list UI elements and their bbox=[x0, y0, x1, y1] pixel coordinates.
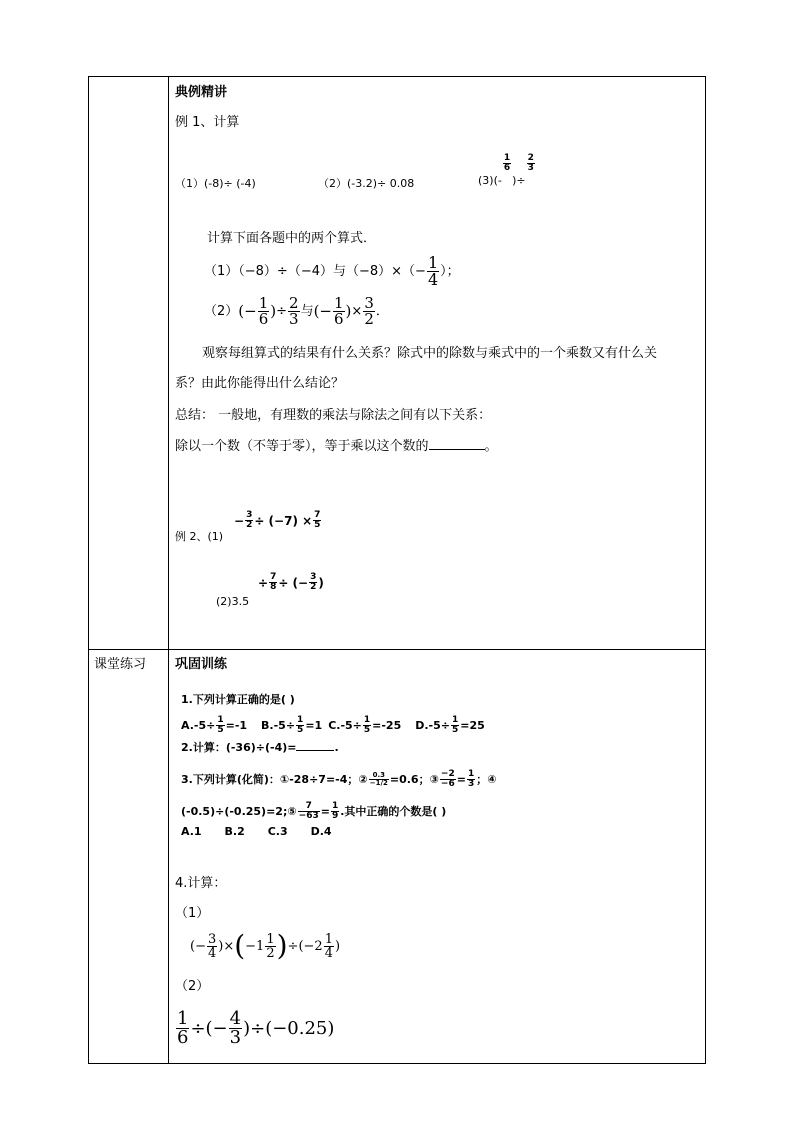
denominator: 4 bbox=[427, 270, 439, 289]
fraction-1-5 bbox=[451, 716, 459, 735]
fraction-1-2 bbox=[265, 933, 275, 960]
numerator: 1 bbox=[258, 294, 269, 312]
fraction-2-3 bbox=[527, 154, 535, 173]
numerator: 1 bbox=[331, 801, 339, 811]
numerator: 3 bbox=[207, 931, 217, 947]
fraction-3-2 bbox=[363, 296, 375, 327]
fraction-1-4 bbox=[427, 255, 439, 288]
observe-text-1: 观察每组算式的结果有什么关系？除式中的除数与乘式中的一个乘数又有什么关 bbox=[202, 346, 658, 361]
denominator: 3 bbox=[527, 163, 534, 173]
fraction-neg2-neg6 bbox=[440, 770, 456, 789]
numerator: 1 bbox=[324, 931, 333, 947]
fraction-2-3 bbox=[288, 296, 300, 327]
denominator: 9 bbox=[331, 811, 339, 821]
example1-title: 例 1、计算 bbox=[175, 115, 240, 130]
fraction-7-8 bbox=[269, 573, 277, 592]
numerator: 1 bbox=[334, 294, 344, 312]
option-a: A.-5÷ bbox=[181, 719, 216, 732]
observe-text-2: 系？由此你能得出什么结论？ bbox=[175, 376, 345, 391]
option-d: D.-5÷ bbox=[415, 719, 450, 732]
fraction-3-2 bbox=[309, 573, 317, 592]
denominator: 4 bbox=[324, 945, 333, 961]
example2-q1-mid: ÷ (−7) × bbox=[254, 513, 313, 528]
example2-q1: − $\frac{3}{2}$ ÷ (−7) × $\frac{7}{5}$ bbox=[234, 510, 321, 530]
examples-heading: 典例精讲 bbox=[175, 85, 228, 100]
denominator: 6 bbox=[334, 310, 344, 328]
numerator: 1 bbox=[266, 931, 275, 947]
expr1-close: ) bbox=[334, 938, 341, 954]
denominator: 2 bbox=[364, 310, 374, 328]
compute-intro: 计算下面各题中的两个算式． bbox=[207, 231, 377, 246]
denominator: −63 bbox=[298, 811, 319, 821]
line2-end: ． bbox=[375, 304, 389, 319]
numerator: 2 bbox=[289, 294, 299, 312]
example2-label: 例 2、(1) bbox=[175, 530, 224, 543]
denominator: 6 bbox=[177, 1027, 189, 1048]
question-1: 1.下列计算正确的是( ) bbox=[181, 693, 295, 706]
question-1-options bbox=[181, 716, 485, 735]
fraction-7-neg63 bbox=[298, 802, 320, 821]
expr1-mixed-whole: −1 bbox=[245, 938, 265, 954]
example1-part3-prefix: (3)(- bbox=[478, 174, 502, 187]
denominator: 3 bbox=[289, 310, 299, 328]
and-text: 与 bbox=[300, 304, 314, 319]
numerator: 1 bbox=[217, 715, 224, 725]
denominator: 5 bbox=[451, 725, 459, 735]
question-2-post: . bbox=[334, 741, 339, 754]
fraction-1-5 bbox=[363, 716, 371, 735]
compute-line-2: （2） (− $\frac{1}{6}$ ) ÷ $\frac{2}{3}$ 与 (− $\frac{1}{6}$ ) × $\frac{3}{2}$ ． bbox=[204, 294, 389, 328]
question-2 bbox=[181, 742, 339, 753]
denominator: 5 bbox=[363, 725, 371, 735]
numerator: 2 bbox=[527, 153, 534, 163]
example2-q2-mid: ÷ (− bbox=[278, 575, 309, 590]
numerator: 3 bbox=[310, 572, 317, 582]
rule-text-pre: 除以一个数（不等于零），等于乘以这个数的 bbox=[175, 439, 429, 454]
summary-text: 总结： 一般地，有理数的乘法与除法之间有以下关系： bbox=[175, 408, 492, 423]
fraction-1-5 bbox=[216, 716, 224, 735]
question-3-eq2: =0.6；③ bbox=[389, 773, 439, 786]
example1-part3-close: )÷ bbox=[512, 174, 526, 187]
numerator: 1 bbox=[427, 253, 439, 272]
denominator: 6 bbox=[503, 163, 511, 173]
denominator: 5 bbox=[217, 725, 224, 735]
question-3-end: ；④ bbox=[476, 773, 497, 786]
question-4-expr-1: (− $\frac{3}{4}$ )× ( −1 $\frac{1}{2}$ ) ÷(−2 $\frac{1}{4}$ ) bbox=[190, 929, 341, 962]
multiply-sign: × bbox=[351, 304, 363, 319]
column-divider bbox=[168, 77, 169, 1063]
fraction-1-9 bbox=[331, 802, 339, 821]
fraction-1-3 bbox=[467, 770, 475, 789]
rule-text-post: 。 bbox=[484, 439, 498, 454]
example1-part3 bbox=[478, 153, 536, 187]
question-4-title: 4.计算： bbox=[175, 876, 227, 891]
denominator: −6 bbox=[440, 779, 455, 789]
question-3-line2-pre: (-0.5)÷(-0.25)=2;⑤ bbox=[181, 805, 297, 818]
expr1-open: (− bbox=[190, 938, 206, 954]
question-3-pre: 3.下列计算(化简)：①-28÷7=-4；② bbox=[181, 773, 368, 786]
denominator: 3 bbox=[467, 779, 475, 789]
option-c: C.-5÷ bbox=[328, 719, 362, 732]
compute-line-1 bbox=[204, 255, 460, 288]
line2-label: （2） bbox=[204, 304, 239, 319]
option-d-eq: =25 bbox=[460, 719, 485, 732]
fraction-1-6 bbox=[503, 154, 511, 173]
numerator: 7 bbox=[314, 510, 321, 520]
question-2-pre: 2.计算：(-36)÷(-4)= bbox=[181, 741, 297, 754]
fraction-0.3-over-neg-half bbox=[369, 772, 389, 787]
option-b-eq: =1 bbox=[305, 719, 323, 732]
denominator: 5 bbox=[314, 520, 321, 530]
fraction-1-6 bbox=[333, 296, 345, 327]
numerator: 0.3 bbox=[372, 771, 385, 779]
answer-blank[interactable] bbox=[296, 750, 334, 751]
question-3-eq5: = bbox=[320, 805, 330, 818]
question-4-part2-label: （2） bbox=[175, 979, 210, 994]
line1-end: ）； bbox=[440, 264, 460, 279]
denominator: 4 bbox=[207, 945, 217, 961]
question-4-part1-label: （1） bbox=[175, 906, 210, 921]
option-a-eq: =-1 bbox=[225, 719, 248, 732]
fraction-3-2 bbox=[245, 511, 253, 530]
line1-text: （1）（−8）÷（−4）与（−8）×（− bbox=[204, 264, 426, 279]
numerator: 3 bbox=[246, 510, 253, 520]
question-3-options: A.1 B.2 C.3 D.4 bbox=[181, 825, 332, 838]
question-3-eq3: = bbox=[456, 773, 466, 786]
numerator: 1 bbox=[451, 715, 459, 725]
example2-q2: ÷ $\frac{7}{8}$ ÷ (− $\frac{3}{2}$ ) bbox=[258, 572, 324, 592]
denominator: 8 bbox=[270, 582, 277, 592]
numerator: 4 bbox=[229, 1008, 242, 1029]
option-c-eq: =-25 bbox=[372, 719, 402, 732]
denominator: 2 bbox=[310, 582, 317, 592]
expr2-divide: ÷(− bbox=[190, 1017, 228, 1039]
expr1-times: )× bbox=[218, 938, 235, 954]
example1-part2: （2）(-3.2)÷ 0.08 bbox=[318, 177, 415, 190]
question-3-line2-post: .其中正确的个数是( ) bbox=[340, 805, 447, 818]
numerator: 1 bbox=[467, 769, 475, 779]
denominator: 5 bbox=[297, 725, 304, 735]
denominator: 3 bbox=[229, 1027, 242, 1048]
denominator: 2 bbox=[246, 520, 253, 530]
fraction-7-5 bbox=[313, 511, 321, 530]
numerator: 3 bbox=[364, 294, 374, 312]
expr1-divide: ÷(−2 bbox=[287, 938, 323, 954]
question-3-line-2 bbox=[181, 802, 446, 821]
fraction-3-4 bbox=[207, 933, 217, 960]
example2-q2-label: (2)3.5 bbox=[216, 595, 250, 608]
practice-heading: 巩固训练 bbox=[175, 657, 228, 672]
denominator: 2 bbox=[266, 945, 275, 961]
numerator: 1 bbox=[363, 715, 371, 725]
numerator: 7 bbox=[270, 572, 277, 582]
numerator: 1 bbox=[177, 1008, 189, 1029]
fraction-1-6 bbox=[176, 1010, 189, 1047]
fraction-1-6 bbox=[258, 296, 270, 327]
divide-sign: ÷ bbox=[276, 304, 288, 319]
denominator: −1/2 bbox=[369, 779, 388, 787]
fraction-1-4 bbox=[324, 933, 334, 960]
numerator: 7 bbox=[305, 801, 312, 811]
row-divider bbox=[89, 649, 705, 650]
rule-text bbox=[175, 440, 498, 453]
numerator: −2 bbox=[440, 769, 455, 779]
numerator: 1 bbox=[297, 715, 304, 725]
example1-part1: （1）(-8)÷ (-4) bbox=[175, 177, 256, 190]
answer-blank[interactable] bbox=[429, 449, 485, 450]
fraction-4-3 bbox=[229, 1010, 242, 1047]
question-4-expr-2 bbox=[175, 1010, 334, 1047]
numerator: 1 bbox=[503, 153, 511, 163]
expr2-rest: )÷(−0.25) bbox=[243, 1017, 335, 1039]
denominator: 6 bbox=[258, 310, 269, 328]
option-b: B.-5÷ bbox=[261, 719, 296, 732]
question-3-line-1 bbox=[181, 770, 497, 789]
practice-label: 课堂练习 bbox=[94, 657, 147, 672]
fraction-1-5 bbox=[296, 716, 304, 735]
